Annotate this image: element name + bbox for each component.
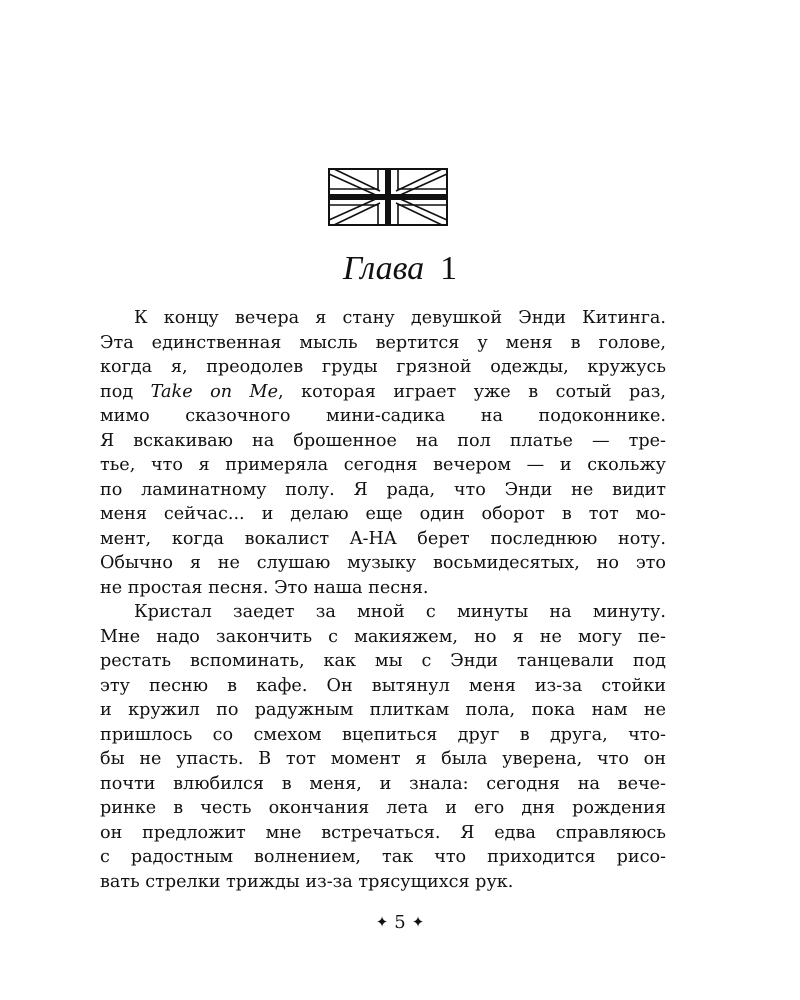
text-line: Эта единственная мысль вертится у меня в голове, <box>100 332 666 353</box>
text-line: и кружил по радужным плиткам пола, пока нам не <box>100 700 666 720</box>
text-line-part: , которая играет уже в сотый раз, <box>278 381 666 402</box>
text-line: вать стрелки трижды из-за трясущихся рук. <box>100 871 514 892</box>
song-title: Take on Me <box>150 381 278 402</box>
text-line: пришлось со смехом вцепиться друг в друга, что- <box>100 724 666 745</box>
text-line <box>100 380 666 405</box>
page-number: 5 <box>394 912 406 933</box>
chapter-word: Глава <box>342 250 425 287</box>
text-line: по ламинатному полу. Я рада, что Энди не видит <box>100 479 666 500</box>
chapter-number: 1 <box>440 250 458 287</box>
text-line: Я вскакиваю на брошенное на пол платье — тре- <box>100 430 666 451</box>
text-line: Кристал заедет за мной с минуты на минуту. <box>134 602 666 622</box>
ornament-star-icon: ✦ <box>375 913 389 931</box>
text-line: он предложит мне встречаться. Я едва справляюсь <box>100 822 666 843</box>
text-line: меня сейчас... и делаю еще один оборот в тот мо- <box>100 504 666 524</box>
text-line: рестать вспоминать, как мы с Энди танцевали под <box>100 651 666 671</box>
ornament-star-icon: ✦ <box>411 913 425 931</box>
text-line: Обычно я не слушаю музыку восьмидесятых, но это <box>100 553 666 573</box>
text-line: с радостным волнением, так что приходится рисо- <box>100 847 666 867</box>
text-line: К концу вечера я стану девушкой Энди Китинга. <box>134 308 666 328</box>
text-line: почти влюбился в меня, и знала: сегодня на вече- <box>100 773 666 794</box>
text-line: мент, когда вокалист A-HA берет последнюю ноту. <box>100 528 666 549</box>
text-line: когда я, преодолев груды грязной одежды, кружусь <box>100 357 666 377</box>
text-line: ринке в честь окончания лета и его дня рождения <box>100 798 666 818</box>
text-line: эту песню в кафе. Он вытянул меня из-за стойки <box>100 675 666 696</box>
chapter-title <box>0 250 800 288</box>
text-line: тье, что я примеряла сегодня вечером — и скольжу <box>100 455 666 475</box>
page-footer <box>0 912 800 933</box>
chapter-body <box>100 306 666 894</box>
text-line: Мне надо закончить с макияжем, но я не могу пе- <box>100 626 666 647</box>
text-line-part: под <box>100 381 151 402</box>
text-line: мимо сказочного мини-садика на подоконнике. <box>100 406 666 426</box>
union-jack-icon <box>328 168 448 226</box>
text-line: не простая песня. Это наша песня. <box>100 577 429 598</box>
text-line: бы не упасть. В тот момент я была уверена, что он <box>100 749 666 769</box>
